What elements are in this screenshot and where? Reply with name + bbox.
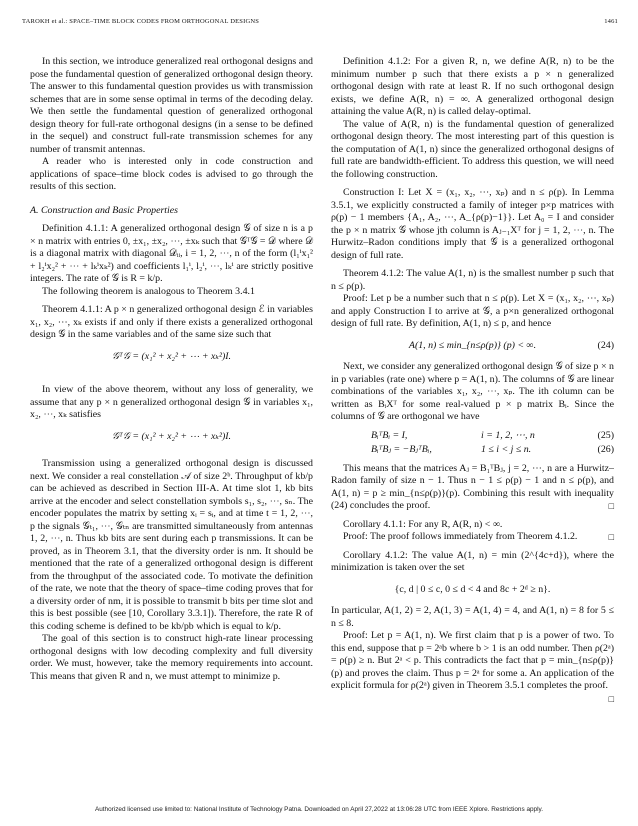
- construction-1: Construction I: Let X = (x₁, x₂, ⋯, xₚ) and n ≤ ρ(p). In Lemma 3.5.1, we explicitly constructed a family of integer p×p matrices with ρ(p) − 1 members {A₁, A₂, ⋯, A_{ρ(p)−1}}. Let A₀ = I and consider the p × n matrix 𝒢 whose jth column is Aⱼ₋₁Xᵀ for j = 1, 2, ⋯, n. The Hurwitz–Radon conditions imply that 𝒢 is a generalized orthogonal design of full rate.: [331, 187, 614, 261]
- equation-25-lhs: BᵢᵀBᵢ = I,: [371, 429, 408, 441]
- qed-symbol-1: □: [608, 501, 614, 511]
- corollary-4-1-2: Corollary 4.1.2: The value A(1, n) = min (2^{4c+d}), where the minimization is taken over the set: [331, 549, 614, 573]
- proof-1: Proof: Let p be a number such that n ≤ ρ(p). Let X = (x₁, x₂, ⋯, xₚ) and apply Construction I to arrive at 𝒢, a p×n generalized orthogonal design of full rate. By definition, A(1, n) ≤ p, and hence: [331, 293, 614, 329]
- equation-26-cond: 1 ≤ i < j ≤ n.: [481, 444, 532, 455]
- equation-24-body: A(1, n) ≤ min_{n≤ρ(p)} (p) < ∞.: [408, 339, 537, 351]
- equation-26-lhs: BᵢᵀBⱼ = −BⱼᵀBᵢ,: [371, 444, 432, 455]
- equation-gtg-2: 𝒢ᵀ𝒢 = (x₁² + x₂² + ⋯ + xₖ²)I.: [112, 430, 231, 442]
- equation-24-number: (24): [597, 339, 614, 351]
- particular-paragraph: In particular, A(1, 2) = 2, A(1, 3) = A(1, 4) = 4, and A(1, n) = 8 for 5 ≤ n ≤ 8.: [331, 605, 614, 629]
- definition-4-1-1: Definition 4.1.1: A generalized orthogonal design 𝒢 of size n is a p × n matrix with entries 0, ±x₁, ±x₂, ⋯, ±xₖ such that 𝒢ᵀ𝒢 = 𝒟 where 𝒟 is a diagonal matrix with diagonal 𝒟ᵢᵢ, i = 1, 2, ⋯, n of the form (l₁ⁱx₁² + l₂ⁱx₂² + ⋯ + lₖⁱxₖ²) and coefficients l₁ⁱ, l₂ⁱ, ⋯, lₖⁱ are strictly positive integers. The rate of 𝒢 is R = k/p.: [30, 223, 313, 284]
- analogous-paragraph: The following theorem is analogous to Theorem 3.4.1: [42, 285, 255, 297]
- reader-paragraph: A reader who is interested only in code construction and applications of space–time block codes is advised to go through the results of this section.: [30, 156, 313, 192]
- next-paragraph: Next, we consider any generalized orthogonal design 𝒢 of size p × n in p variables (rate one) where p = A(1, n). The columns of 𝒢 are linear combinations of the variables x₁, x₂, ⋯, xₚ. The ith column can be written as BᵢXᵀ for some real-valued p × p matrix Bᵢ. Since the columns of 𝒢 are orthogonal we have: [331, 361, 614, 422]
- theorem-4-1-2: Theorem 4.1.2: The value A(1, n) is the smallest number p such that n ≤ ρ(p).: [331, 268, 614, 292]
- means-text: This means that the matrices Aⱼ = B₁ᵀBⱼ, j = 2, ⋯, n are a Hurwitz–Radon family of size n − 1. Thus n − 1 ≤ ρ(p) − 1 and n ≤ ρ(p), and A(1, n) = p ≥ min_{n≤ρ(p)}(p). Combining this result with inequality (24) concludes the proof.: [331, 462, 614, 511]
- theorem-4-1-1: Theorem 4.1.1: A p × n generalized orthogonal design ℰ in variables x₁, x₂, ⋯, xₖ exists if and only if there exists a generalized orthogonal design 𝒢 in the same variables and of the same size such that: [30, 304, 313, 340]
- license-footer: Authorized licensed use limited to: National Institute of Technology Patna. Downloaded on April 27,2022 at 13:06:28 UTC from IEEE Xplore. Restrictions apply.: [94, 806, 544, 813]
- right-column: [331, 56, 614, 705]
- page-number: 1461: [604, 18, 618, 25]
- value-paragraph: The value of A(R, n) is the fundamental question of generalized orthogonal design theory. The most interesting part of this question is the computation of A(1, n) since the generalized orthogonal designs of full rate are bandwidth-efficient. To address this question, we will need the following construction.: [331, 118, 614, 180]
- equation-25-cond: i = 1, 2, ⋯, n: [481, 429, 535, 441]
- running-title: TAROKH et al.: SPACE–TIME BLOCK CODES FROM ORTHOGONAL DESIGNS: [22, 18, 260, 25]
- means-paragraph: [331, 463, 614, 513]
- minimization-set: {c, d | 0 ≤ c, 0 ≤ d < 4 and 8c + 2ᵈ ≥ n}.: [394, 583, 551, 595]
- proof-3-text: Proof: Let p = A(1, n). We first claim that p is a power of two. To this end, suppose that p = 2ᵃb where b > 1 is an odd number. Then ρ(2ᵃ) = ρ(p) ≥ n. But 2ᵃ < p. This contradicts the fact that p = min_{n≤ρ(p)}(p) and proves the claim. Thus p = 2ᵃ for some a. An application of the explicit formula for ρ(2ᵃ) given in Theorem 3.5.1 completes the proof.: [331, 630, 614, 691]
- transmission-paragraph: Transmission using a generalized orthogonal design is discussed next. We consider a real constellation 𝒜 of size 2ᵇ. Throughput of kb/p can be achieved as described in Section III-A. At time slot 1, kb bits arrive at the encoder and select constellation symbols s₁, s₂, ⋯, sₙ. The encoder populates the matrix by setting xᵢ = sᵢ, and at time t = 1, 2, ⋯, p the signals 𝒢ₜ₁, ⋯, 𝒢ₜₙ are transmitted simultaneously from antennas 1, 2, ⋯, n. Thus kb bits are sent during each p transmissions. It can be proved, as in Theorem 3.1, that the diversity order is nm. It should be mentioned that the rate of a generalized orthogonal design is different from the throughput of the associated code. To motivate the definition of the rate, we note that the theory of space–time coding proves that for a diversity order of nm, it is possible to transmit b bits per time slot and this is best possible (see [10, Corollary 3.3.1]). Therefore, the rate R of this coding scheme is defined to be kb/pb which is equal to k/p.: [30, 458, 313, 632]
- proof-2: [331, 531, 614, 544]
- proof-3: [331, 630, 614, 704]
- equation-gtg-1: 𝒢ᵀ𝒢 = (x₁² + x₂² + ⋯ + xₖ²)I.: [112, 350, 231, 362]
- goal-paragraph: The goal of this section is to construct high-rate linear processing orthogonal designs with low decoding complexity and full diversity order. We must, however, take the memory requirements into account. This means that given R and n, we must attempt to minimize p.: [30, 633, 313, 682]
- running-head: [22, 17, 618, 26]
- corollary-4-1-1: Corollary 4.1.1: For any R, A(R, n) < ∞.: [343, 518, 503, 530]
- equation-26: [331, 444, 614, 457]
- equation-25-number: (25): [597, 429, 614, 441]
- inview-paragraph: In view of the above theorem, without any loss of generality, we assume that any p × n generalized orthogonal design 𝒢 in variables x₁, x₂, ⋯, xₖ satisfies: [30, 384, 313, 420]
- qed-symbol-2: □: [608, 532, 614, 542]
- intro-paragraph: In this section, we introduce generalized real orthogonal designs and pose the fundamental question of generalized orthogonal design theory. The answer to this fundamental question provides us with transmission schemes that are in some sense optimal in terms of the decoding delay. We then settle the fundamental question of generalized orthogonal design theory for full-rate orthogonal designs (in a sense to be defined in the sequel) and construct full-rate transmission schemes for any number of transmit antennas.: [30, 56, 313, 155]
- left-column: [30, 56, 313, 683]
- section-heading: A. Construction and Basic Properties: [30, 204, 179, 216]
- equation-25: [331, 430, 614, 443]
- equation-26-number: (26): [597, 444, 614, 455]
- definition-4-1-2: Definition 4.1.2: For a given R, n, we define A(R, n) to be the minimum number p such that there exists a p × n generalized orthogonal design with rate at least R. If no such orthogonal design exists, we define A(R, n) = ∞. A generalized orthogonal design attaining the value A(R, n) is called delay-optimal.: [331, 56, 614, 117]
- equation-24: [331, 340, 614, 353]
- qed-symbol-3: □: [608, 693, 614, 704]
- proof-2-text: Proof: The proof follows immediately from Theorem 4.1.2.: [343, 531, 578, 542]
